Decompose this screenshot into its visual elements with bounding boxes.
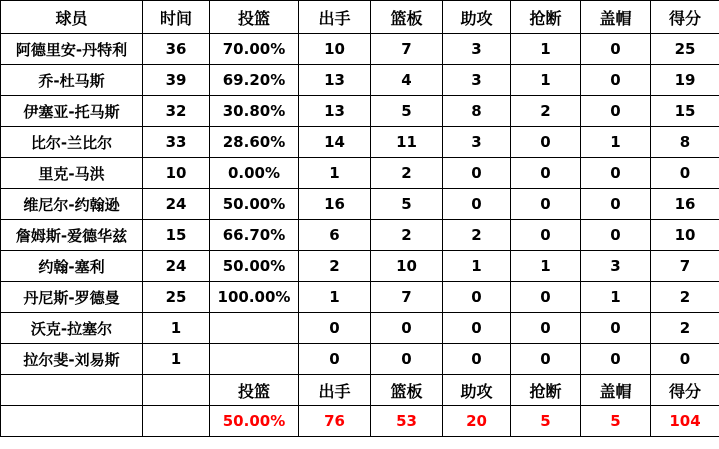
cell-rebounds: 0 xyxy=(371,313,443,344)
totals-header-blocks: 盖帽 xyxy=(581,375,651,406)
cell-points: 16 xyxy=(651,189,719,220)
cell-fg-pct: 100.00% xyxy=(210,282,299,313)
table-row xyxy=(1,158,719,189)
cell-player: 伊塞亚-托马斯 xyxy=(1,96,143,127)
cell-points: 25 xyxy=(651,34,719,65)
table-header-row xyxy=(1,1,719,34)
totals-header-assists: 助攻 xyxy=(443,375,511,406)
cell-assists: 0 xyxy=(443,313,511,344)
totals-header-attempts: 出手 xyxy=(299,375,371,406)
cell-blocks: 0 xyxy=(581,220,651,251)
cell-minutes: 39 xyxy=(143,65,210,96)
cell-attempts: 1 xyxy=(299,282,371,313)
totals-header-rebounds: 篮板 xyxy=(371,375,443,406)
cell-minutes: 24 xyxy=(143,251,210,282)
cell-assists: 1 xyxy=(443,251,511,282)
cell-attempts: 0 xyxy=(299,313,371,344)
cell-minutes: 1 xyxy=(143,313,210,344)
column-header-fg-pct: 投篮 xyxy=(210,1,299,34)
cell-points: 19 xyxy=(651,65,719,96)
cell-fg-pct xyxy=(210,313,299,344)
column-header-assists: 助攻 xyxy=(443,1,511,34)
cell-attempts: 13 xyxy=(299,96,371,127)
totals-value-points: 104 xyxy=(651,406,719,437)
column-header-attempts: 出手 xyxy=(299,1,371,34)
cell-assists: 3 xyxy=(443,34,511,65)
cell-steals: 0 xyxy=(511,158,581,189)
column-header-blocks: 盖帽 xyxy=(581,1,651,34)
cell-rebounds: 7 xyxy=(371,34,443,65)
cell-blocks: 0 xyxy=(581,96,651,127)
table-row xyxy=(1,220,719,251)
totals-value-rebounds: 53 xyxy=(371,406,443,437)
cell-minutes: 36 xyxy=(143,34,210,65)
cell-blocks: 1 xyxy=(581,282,651,313)
cell-attempts: 14 xyxy=(299,127,371,158)
table-row xyxy=(1,313,719,344)
cell-fg-pct: 50.00% xyxy=(210,251,299,282)
cell-attempts: 6 xyxy=(299,220,371,251)
cell-attempts: 0 xyxy=(299,344,371,375)
cell-attempts: 1 xyxy=(299,158,371,189)
cell-steals: 0 xyxy=(511,282,581,313)
cell-minutes: 33 xyxy=(143,127,210,158)
cell-steals: 0 xyxy=(511,313,581,344)
cell-points: 0 xyxy=(651,158,719,189)
cell-rebounds: 5 xyxy=(371,96,443,127)
cell-steals: 1 xyxy=(511,65,581,96)
cell-assists: 0 xyxy=(443,344,511,375)
cell-assists: 8 xyxy=(443,96,511,127)
cell-fg-pct: 28.60% xyxy=(210,127,299,158)
column-header-player: 球员 xyxy=(1,1,143,34)
totals-header-fg-pct: 投篮 xyxy=(210,375,299,406)
cell-steals: 1 xyxy=(511,34,581,65)
cell-rebounds: 0 xyxy=(371,344,443,375)
cell-player: 詹姆斯-爱德华兹 xyxy=(1,220,143,251)
cell-minutes: 25 xyxy=(143,282,210,313)
cell-rebounds: 2 xyxy=(371,220,443,251)
cell-blocks: 0 xyxy=(581,158,651,189)
cell-minutes: 1 xyxy=(143,344,210,375)
cell-player: 约翰-塞利 xyxy=(1,251,143,282)
totals-header-steals: 抢断 xyxy=(511,375,581,406)
cell-rebounds: 11 xyxy=(371,127,443,158)
cell-points: 10 xyxy=(651,220,719,251)
cell-steals: 2 xyxy=(511,96,581,127)
cell-points: 2 xyxy=(651,282,719,313)
cell-rebounds: 10 xyxy=(371,251,443,282)
cell-assists: 0 xyxy=(443,282,511,313)
cell-assists: 2 xyxy=(443,220,511,251)
cell-minutes: 10 xyxy=(143,158,210,189)
cell-steals: 0 xyxy=(511,127,581,158)
table-row xyxy=(1,34,719,65)
cell-assists: 0 xyxy=(443,189,511,220)
cell-blocks: 0 xyxy=(581,34,651,65)
cell-assists: 3 xyxy=(443,65,511,96)
table-row xyxy=(1,65,719,96)
cell-player: 沃克-拉塞尔 xyxy=(1,313,143,344)
cell-player: 维尼尔-约翰逊 xyxy=(1,189,143,220)
totals-header-row xyxy=(1,375,719,406)
column-header-steals: 抢断 xyxy=(511,1,581,34)
cell-player: 拉尔斐-刘易斯 xyxy=(1,344,143,375)
table-row xyxy=(1,189,719,220)
cell-fg-pct: 70.00% xyxy=(210,34,299,65)
cell-fg-pct: 50.00% xyxy=(210,189,299,220)
table-row xyxy=(1,344,719,375)
totals-spacer-player xyxy=(1,375,143,406)
cell-steals: 0 xyxy=(511,189,581,220)
cell-rebounds: 7 xyxy=(371,282,443,313)
cell-steals: 0 xyxy=(511,220,581,251)
table-row xyxy=(1,282,719,313)
cell-fg-pct: 0.00% xyxy=(210,158,299,189)
cell-minutes: 15 xyxy=(143,220,210,251)
cell-points: 7 xyxy=(651,251,719,282)
cell-blocks: 1 xyxy=(581,127,651,158)
cell-points: 0 xyxy=(651,344,719,375)
totals-value-attempts: 76 xyxy=(299,406,371,437)
cell-attempts: 13 xyxy=(299,65,371,96)
cell-rebounds: 5 xyxy=(371,189,443,220)
table-row xyxy=(1,127,719,158)
totals-value-fg-pct: 50.00% xyxy=(210,406,299,437)
cell-fg-pct: 69.20% xyxy=(210,65,299,96)
cell-steals: 1 xyxy=(511,251,581,282)
totals-value-blocks: 5 xyxy=(581,406,651,437)
cell-points: 8 xyxy=(651,127,719,158)
cell-attempts: 10 xyxy=(299,34,371,65)
cell-blocks: 0 xyxy=(581,189,651,220)
cell-attempts: 2 xyxy=(299,251,371,282)
cell-blocks: 0 xyxy=(581,313,651,344)
cell-fg-pct xyxy=(210,344,299,375)
cell-fg-pct: 30.80% xyxy=(210,96,299,127)
table-row xyxy=(1,251,719,282)
cell-points: 15 xyxy=(651,96,719,127)
cell-minutes: 32 xyxy=(143,96,210,127)
table-row xyxy=(1,96,719,127)
totals-values-row xyxy=(1,406,719,437)
column-header-rebounds: 篮板 xyxy=(371,1,443,34)
cell-steals: 0 xyxy=(511,344,581,375)
cell-attempts: 16 xyxy=(299,189,371,220)
totals-spacer-minutes xyxy=(143,375,210,406)
cell-assists: 0 xyxy=(443,158,511,189)
cell-rebounds: 4 xyxy=(371,65,443,96)
cell-player: 丹尼斯-罗德曼 xyxy=(1,282,143,313)
cell-player: 阿德里安-丹特利 xyxy=(1,34,143,65)
cell-player: 乔-杜马斯 xyxy=(1,65,143,96)
cell-blocks: 0 xyxy=(581,344,651,375)
totals-header-points: 得分 xyxy=(651,375,719,406)
cell-fg-pct: 66.70% xyxy=(210,220,299,251)
cell-points: 2 xyxy=(651,313,719,344)
cell-player: 比尔-兰比尔 xyxy=(1,127,143,158)
cell-rebounds: 2 xyxy=(371,158,443,189)
totals-value-spacer-minutes xyxy=(143,406,210,437)
cell-assists: 3 xyxy=(443,127,511,158)
column-header-minutes: 时间 xyxy=(143,1,210,34)
cell-player: 里克-马洪 xyxy=(1,158,143,189)
totals-value-steals: 5 xyxy=(511,406,581,437)
cell-minutes: 24 xyxy=(143,189,210,220)
totals-value-spacer-player xyxy=(1,406,143,437)
cell-blocks: 0 xyxy=(581,65,651,96)
totals-value-assists: 20 xyxy=(443,406,511,437)
column-header-points: 得分 xyxy=(651,1,719,34)
cell-blocks: 3 xyxy=(581,251,651,282)
